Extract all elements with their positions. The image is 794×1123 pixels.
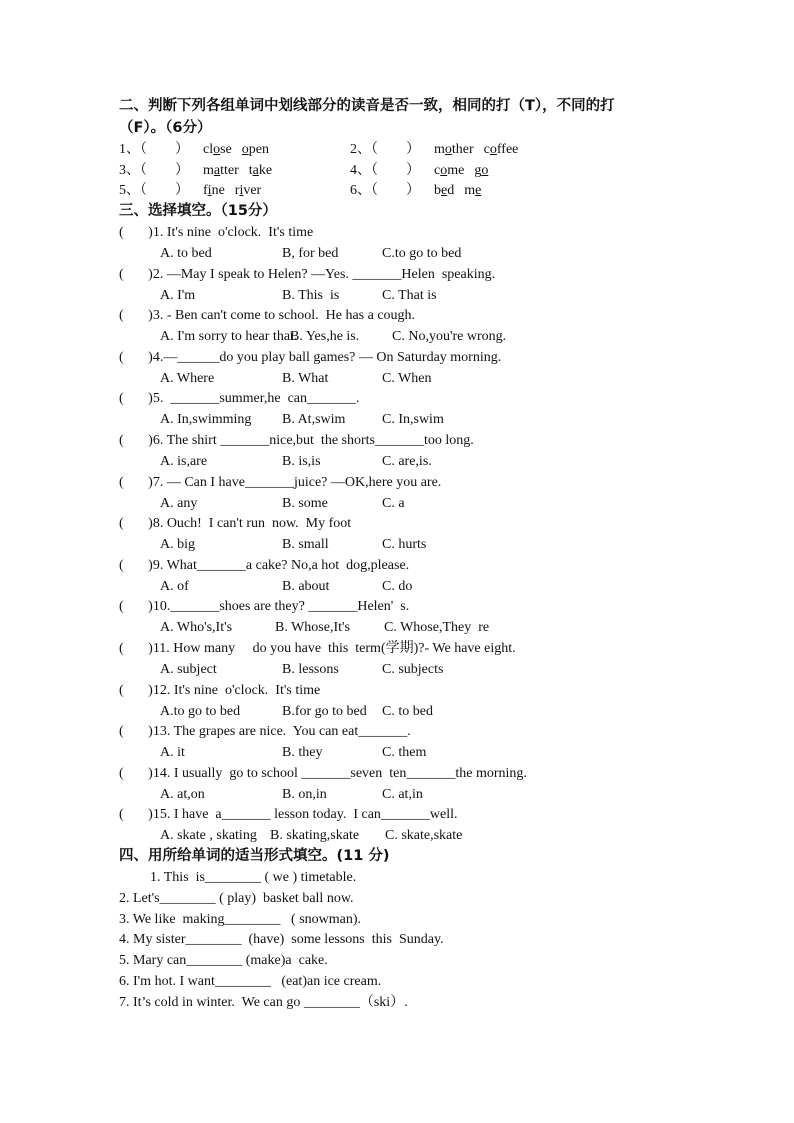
word-part: d <box>447 183 455 198</box>
answer-option: C. No,you're wrong. <box>392 329 507 345</box>
answer-option: B. some <box>282 495 328 511</box>
section3-title: 三、选择填空。（15分） <box>119 203 277 219</box>
word-two <box>484 142 519 157</box>
answer-option: A. of <box>160 578 189 594</box>
question-stem: ( )15. I have a_______ lesson today. I can_______well. <box>119 807 458 823</box>
answer-option: A. subject <box>160 662 217 677</box>
question-stem: ( )4.—______do you play ball games? — On Saturday morning. <box>119 349 502 365</box>
word-part: m <box>464 183 476 198</box>
word-part: m <box>434 142 445 157</box>
answer-paren: （ ） <box>371 142 420 157</box>
answer-option: C.to go to bed <box>382 246 462 261</box>
item-number: 3、 <box>119 163 140 178</box>
answer-option: A. Where <box>160 370 215 386</box>
question-stem: ( )14. I usually go to school _______seven ten_______the morning. <box>119 765 527 781</box>
pronunciation-item <box>350 162 488 180</box>
answer-option: A. skate , skating <box>160 828 257 844</box>
answer-option: A. I'm <box>160 287 196 303</box>
word-part: ne <box>211 183 225 198</box>
answer-paren: （ ） <box>371 163 420 178</box>
underlined-letters: e <box>441 183 448 198</box>
word-part: t <box>248 163 253 178</box>
section4-title: 四、用所给单词的适当形式填空。(11 分) <box>119 848 390 864</box>
word-one <box>203 163 239 178</box>
answer-option: B. At,swim <box>282 412 346 428</box>
word-part: cl <box>203 142 214 157</box>
fill-blank-item: 2. Let's________ ( play) basket ball now. <box>119 890 354 906</box>
pronunciation-item <box>119 162 272 180</box>
answer-option: B. they <box>282 745 323 761</box>
answer-option: C. skate,skate <box>385 828 463 844</box>
word-one <box>434 163 464 178</box>
word-two <box>464 183 481 198</box>
question-stem: ( )8. Ouch! I can't run now. My foot <box>119 516 352 532</box>
question-stem: ( )6. The shirt _______nice,but the shorts_______too long. <box>119 433 474 448</box>
word-part: me <box>447 163 465 178</box>
word-part: r <box>234 183 240 198</box>
question-stem: ( )11. How many do you have this term(学期)?- We have eight. <box>119 641 516 656</box>
answer-option: A. at,on <box>160 786 205 802</box>
word-part: ver <box>243 183 262 198</box>
answer-option: A. any <box>160 495 198 511</box>
word-two <box>249 163 272 178</box>
answer-option: C. In,swim <box>382 412 444 428</box>
answer-option: B. This is <box>282 287 340 303</box>
word-part: tter <box>220 163 239 178</box>
underlined-letters: a <box>213 163 221 178</box>
fill-blank-item: 7. It’s cold in winter. We can go ________（ski）. <box>119 994 408 1010</box>
pronunciation-item <box>119 182 261 200</box>
word-part: b <box>434 183 441 198</box>
underlined-letters: o <box>489 142 497 157</box>
fill-blank-item: 1. This is________ ( we ) timetable. <box>150 870 357 885</box>
answer-option: B, for bed <box>282 246 339 261</box>
answer-option: C. are,is. <box>382 454 432 469</box>
answer-paren: （ ） <box>140 142 189 157</box>
word-two <box>242 142 269 157</box>
question-stem: ( )5. _______summer,he can_______. <box>119 391 360 407</box>
answer-paren: （ ） <box>140 163 189 178</box>
word-part: ffee <box>496 142 519 157</box>
item-number: 1、 <box>119 142 140 157</box>
question-stem: ( )3. - Ben can't come to school. He has a cough. <box>119 308 416 324</box>
answer-option: C. That is <box>382 287 437 303</box>
word-one <box>434 142 474 157</box>
section2-title-line2: （F）。（6分） <box>119 120 212 136</box>
answer-option: B. small <box>282 537 329 553</box>
underlined-letters: o <box>440 163 448 178</box>
question-stem: ( )2. —May I speak to Helen? —Yes. _______Helen speaking. <box>119 266 496 282</box>
fill-blank-item: 3. We like making________ ( snowman). <box>119 911 362 927</box>
question-stem: ( )10._______shoes are they? _______Helen' s. <box>119 599 410 615</box>
underlined-letters: o <box>444 142 452 157</box>
answer-option: A. big <box>160 537 195 553</box>
underlined-letters: i <box>239 183 244 198</box>
fill-blank-item: 4. My sister________ (have) some lessons this Sunday. <box>119 932 444 948</box>
answer-option: A. is,are <box>160 454 208 469</box>
answer-option: B. on,in <box>282 786 327 802</box>
answer-option: B. about <box>282 578 330 594</box>
answer-paren: （ ） <box>371 183 420 198</box>
answer-option: B. skating,skate <box>270 828 360 844</box>
fill-blank-item: 5. Mary can________ (make)a cake. <box>119 953 328 969</box>
section2-title-line1: 二、判断下列各组单词中划线部分的读音是否一致，相同的打（T），不同的打 <box>119 98 615 114</box>
word-part: se <box>220 142 232 157</box>
answer-option: A. Who's,It's <box>160 620 233 636</box>
word-part: g <box>474 163 482 178</box>
item-number: 2、 <box>350 142 371 157</box>
answer-option: A.to go to bed <box>160 703 241 719</box>
answer-option: A. to bed <box>160 246 212 261</box>
answer-option: C. at,in <box>382 786 423 802</box>
question-stem: ( )13. The grapes are nice. You can eat_______. <box>119 724 411 740</box>
word-one <box>203 142 232 157</box>
word-part: pen <box>248 142 269 157</box>
underlined-letters: o <box>213 142 221 157</box>
answer-option: C. them <box>382 745 427 761</box>
item-number: 5、 <box>119 183 140 198</box>
word-part: c <box>483 142 490 157</box>
section2-title <box>119 95 689 139</box>
underlined-letters: o <box>481 163 489 178</box>
word-two <box>235 183 261 198</box>
answer-option: A. In,swimming <box>160 412 252 428</box>
question-stem: ( )7. — Can I have_______juice? —OK,here you are. <box>119 474 442 490</box>
question-stem: ( )12. It's nine o'clock. It's time <box>119 682 321 698</box>
underlined-letters: e <box>475 183 482 198</box>
word-one <box>203 183 225 198</box>
answer-option: C. hurts <box>382 537 427 553</box>
answer-option: C. Whose,They re <box>384 620 490 636</box>
answer-option: A. it <box>160 745 185 761</box>
pronunciation-item <box>350 182 481 200</box>
answer-paren: （ ） <box>140 183 189 198</box>
word-part: c <box>434 163 441 178</box>
answer-option: B. Yes,he is. <box>290 329 360 345</box>
question-stem: ( )9. What_______a cake? No,a hot dog,please. <box>119 557 410 573</box>
answer-option: B. is,is <box>282 454 321 469</box>
underlined-letters: i <box>207 183 212 198</box>
item-number: 6、 <box>350 183 371 198</box>
underlined-letters: a <box>252 163 259 178</box>
answer-option: C. subjects <box>382 662 444 677</box>
word-part: m <box>203 163 214 178</box>
answer-option: B. Whose,It's <box>275 620 350 636</box>
answer-option: C. to bed <box>382 703 433 719</box>
answer-option: C. do <box>382 578 413 594</box>
answer-option: B. What <box>282 370 329 386</box>
answer-option: A. I'm sorry to hear that. <box>160 329 298 345</box>
word-part: f <box>203 183 208 198</box>
word-part: ke <box>258 163 273 178</box>
answer-option: C. When <box>382 370 432 386</box>
item-number: 4、 <box>350 163 371 178</box>
pronunciation-item <box>350 141 518 159</box>
pronunciation-item <box>119 141 269 159</box>
word-part: ther <box>451 142 474 157</box>
answer-option: B.for go to bed <box>282 703 367 719</box>
word-two <box>474 163 488 178</box>
answer-option: C. a <box>382 495 405 511</box>
question-stem: ( )1. It's nine o'clock. It's time <box>119 225 314 240</box>
underlined-letters: o <box>241 142 249 157</box>
fill-blank-item: 6. I'm hot. I want________ (eat)an ice cream. <box>119 974 382 989</box>
answer-option: B. lessons <box>282 662 339 677</box>
word-one <box>434 183 454 198</box>
